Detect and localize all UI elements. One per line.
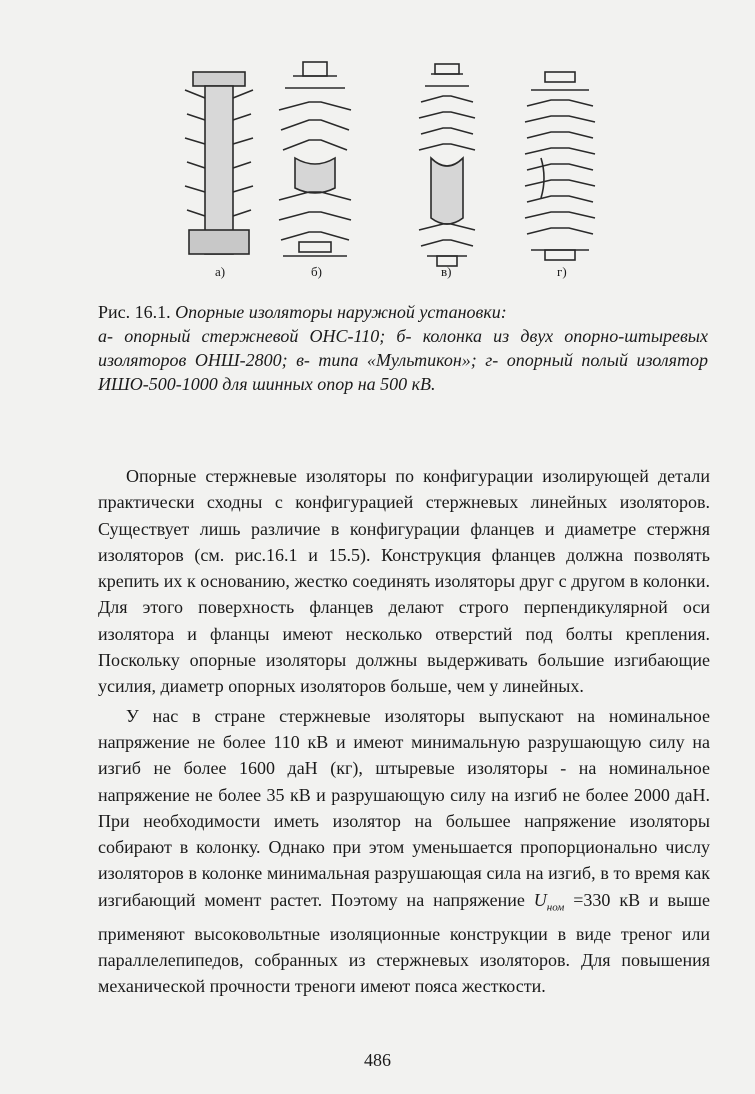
figure-label-a: а) [215, 264, 226, 279]
figure-caption [98, 300, 708, 396]
u-subscript: ном [546, 901, 565, 914]
insulator-d-drawing [525, 72, 595, 260]
page-number: 486 [364, 1050, 391, 1070]
caption-title: Опорные изоляторы наружной установки: [175, 302, 507, 322]
insulator-c-drawing [419, 64, 475, 266]
paragraph-2-part-1: У нас в стране стержневые изоляторы выпускают на номинальное напряжение не более 110 кВ и имеют минимальную разрушающую силу на изгиб не более 1600 даН (кг), штыревые изоляторы - на номинальное напряжение не более 35 кВ и разрушающую силу на изгиб не более 2000 даН. При необходимости иметь изолятор на большее напряжение изоляторы собирают в колонку. Однако при этом уменьшается пропорционально числу изоляторов в колонке минимальная разрушающая сила на изгиб, в то время как изгибающий момент растет. Поэтому на напряжение [98, 705, 710, 910]
body-paragraph-1: Опорные стержневые изоляторы по конфигурации изолирующей детали практически сходны с конфигурацией стержневых линейных изоляторов. Существует лишь различие в конфигурации фланцев и диаметре стержня изоляторов (см. рис.16.1 и 15.5). Конструкция фланцев должна позволять крепить их к основанию, жестко соединять изоляторы друг с другом в колонки. Для этого поверхность фланцев делают строго перпендикулярной оси изолятора и фланцы имеют несколько отверстий под болты крепления. Поскольку опорные изоляторы должны выдерживать большие изгибающие усилия, диаметр опорных изоляторов больше, чем у линейных. [98, 466, 710, 697]
insulator-drawings [175, 58, 615, 290]
body-paragraph-2 [98, 703, 710, 1000]
caption-title-line [98, 300, 708, 324]
figure-labels [175, 264, 615, 286]
insulator-figure [175, 58, 615, 290]
figure-label-b: б) [311, 264, 322, 279]
u-symbol: U [533, 889, 547, 910]
u-nom-symbol [533, 889, 565, 914]
paragraph-2-part-2: =330 кВ и выше применяют высоковольтные изоляционные конструкции в виде треног или параллелепипедов, собранных из стержневых изоляторов. Для повышения механической прочности треноги имеют пояса жесткости. [98, 889, 710, 997]
caption-description: а- опорный стержневой ОНС-110; б- колонка из двух опорно-штыревых изоляторов ОНШ-2800; в- типа «Мультикон»; г- опорный полый изолятор ИШО-500-1000 для шинных опор на 500 кВ. [98, 326, 708, 394]
figure-label-c: в) [441, 264, 452, 279]
insulator-b-drawing [279, 62, 351, 256]
insulator-a-drawing [185, 72, 253, 254]
caption-number: Рис. 16.1. [98, 302, 171, 322]
body-text [98, 463, 710, 1003]
figure-label-d: г) [557, 264, 567, 279]
